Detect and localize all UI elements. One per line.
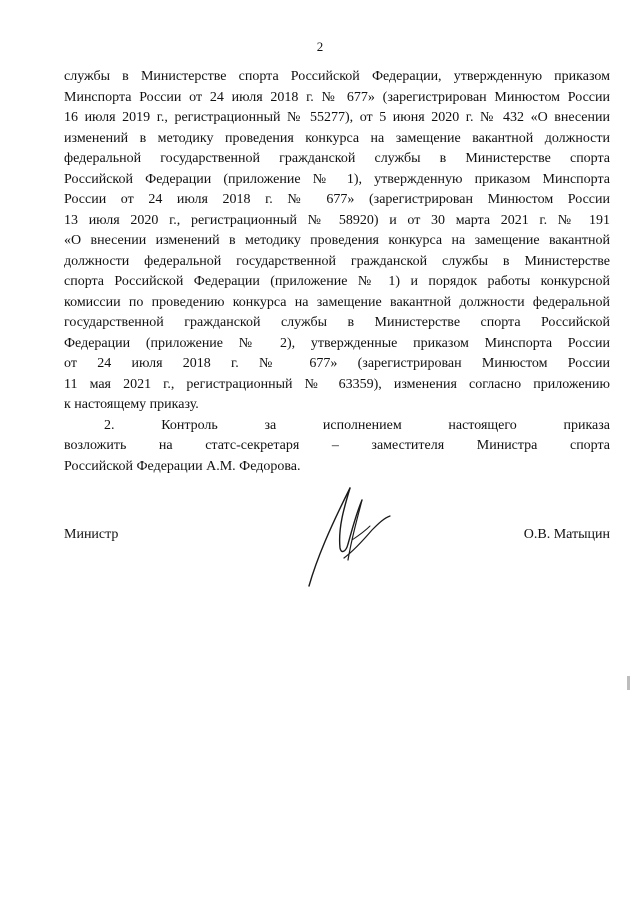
page-number: 2	[316, 39, 324, 54]
signatory-role: Министр	[64, 527, 119, 542]
text-line: 11 мая 2021 г., регистрационный № 63359), изменения согласно приложению	[64, 376, 610, 392]
text-line: федеральной государственной гражданской службы в Министерстве спорта	[64, 151, 610, 166]
text-line: от 24 июля 2018 г. № 677» (зарегистрирован Минюстом России	[64, 356, 610, 371]
text-line: России от 24 июля 2018 г. № 677» (зарегистрирован Минюстом России	[64, 192, 610, 207]
text-line: изменений в методику проведения конкурса на замещение вакантной должности	[64, 130, 610, 146]
text-line: должности федеральной государственной гражданской службы в Министерстве	[64, 253, 610, 269]
text-line: государственной гражданской службы в Министерстве спорта Российской	[64, 315, 610, 330]
text-line: Федерации (приложение № 2), утвержденные приказом Минспорта России	[64, 335, 610, 351]
text-line: службы в Министерстве спорта Российской Федерации, утвержденную приказом	[64, 69, 610, 84]
paragraph-2-line: 2. Контроль за исполнением настоящего приказа	[104, 417, 610, 433]
handwritten-signature	[300, 478, 395, 590]
scan-edge-mark	[627, 676, 630, 690]
text-line: 16 июля 2019 г., регистрационный № 55277), от 5 июня 2020 г. № 432 «О внесении	[64, 110, 610, 125]
text-line: Минспорта России от 24 июля 2018 г. № 677» (зарегистрирован Минюстом России	[64, 89, 610, 105]
text-line: 13 июля 2020 г., регистрационный № 58920) и от 30 марта 2021 г. № 191	[64, 212, 610, 228]
text-line: к настоящему приказу.	[64, 397, 199, 412]
text-line: Российской Федерации (приложение № 1), утвержденную приказом Минспорта	[64, 171, 610, 187]
text-line: спорта Российской Федерации (приложение № 1) и порядок работы конкурсной	[64, 274, 610, 289]
paragraph-2-line: Российской Федерации А.М. Федорова.	[64, 458, 301, 474]
document-body	[64, 67, 610, 477]
text-line: «О внесении изменений в методику проведения конкурса на замещение вакантной	[64, 233, 610, 248]
signatory-name: О.В. Матыцин	[523, 527, 610, 542]
paragraph-2-line: возложить на статс-секретаря – заместителя Министра спорта	[64, 438, 610, 453]
text-line: комиссии по проведению конкурса на замещение вакантной должности федеральной	[64, 294, 610, 310]
